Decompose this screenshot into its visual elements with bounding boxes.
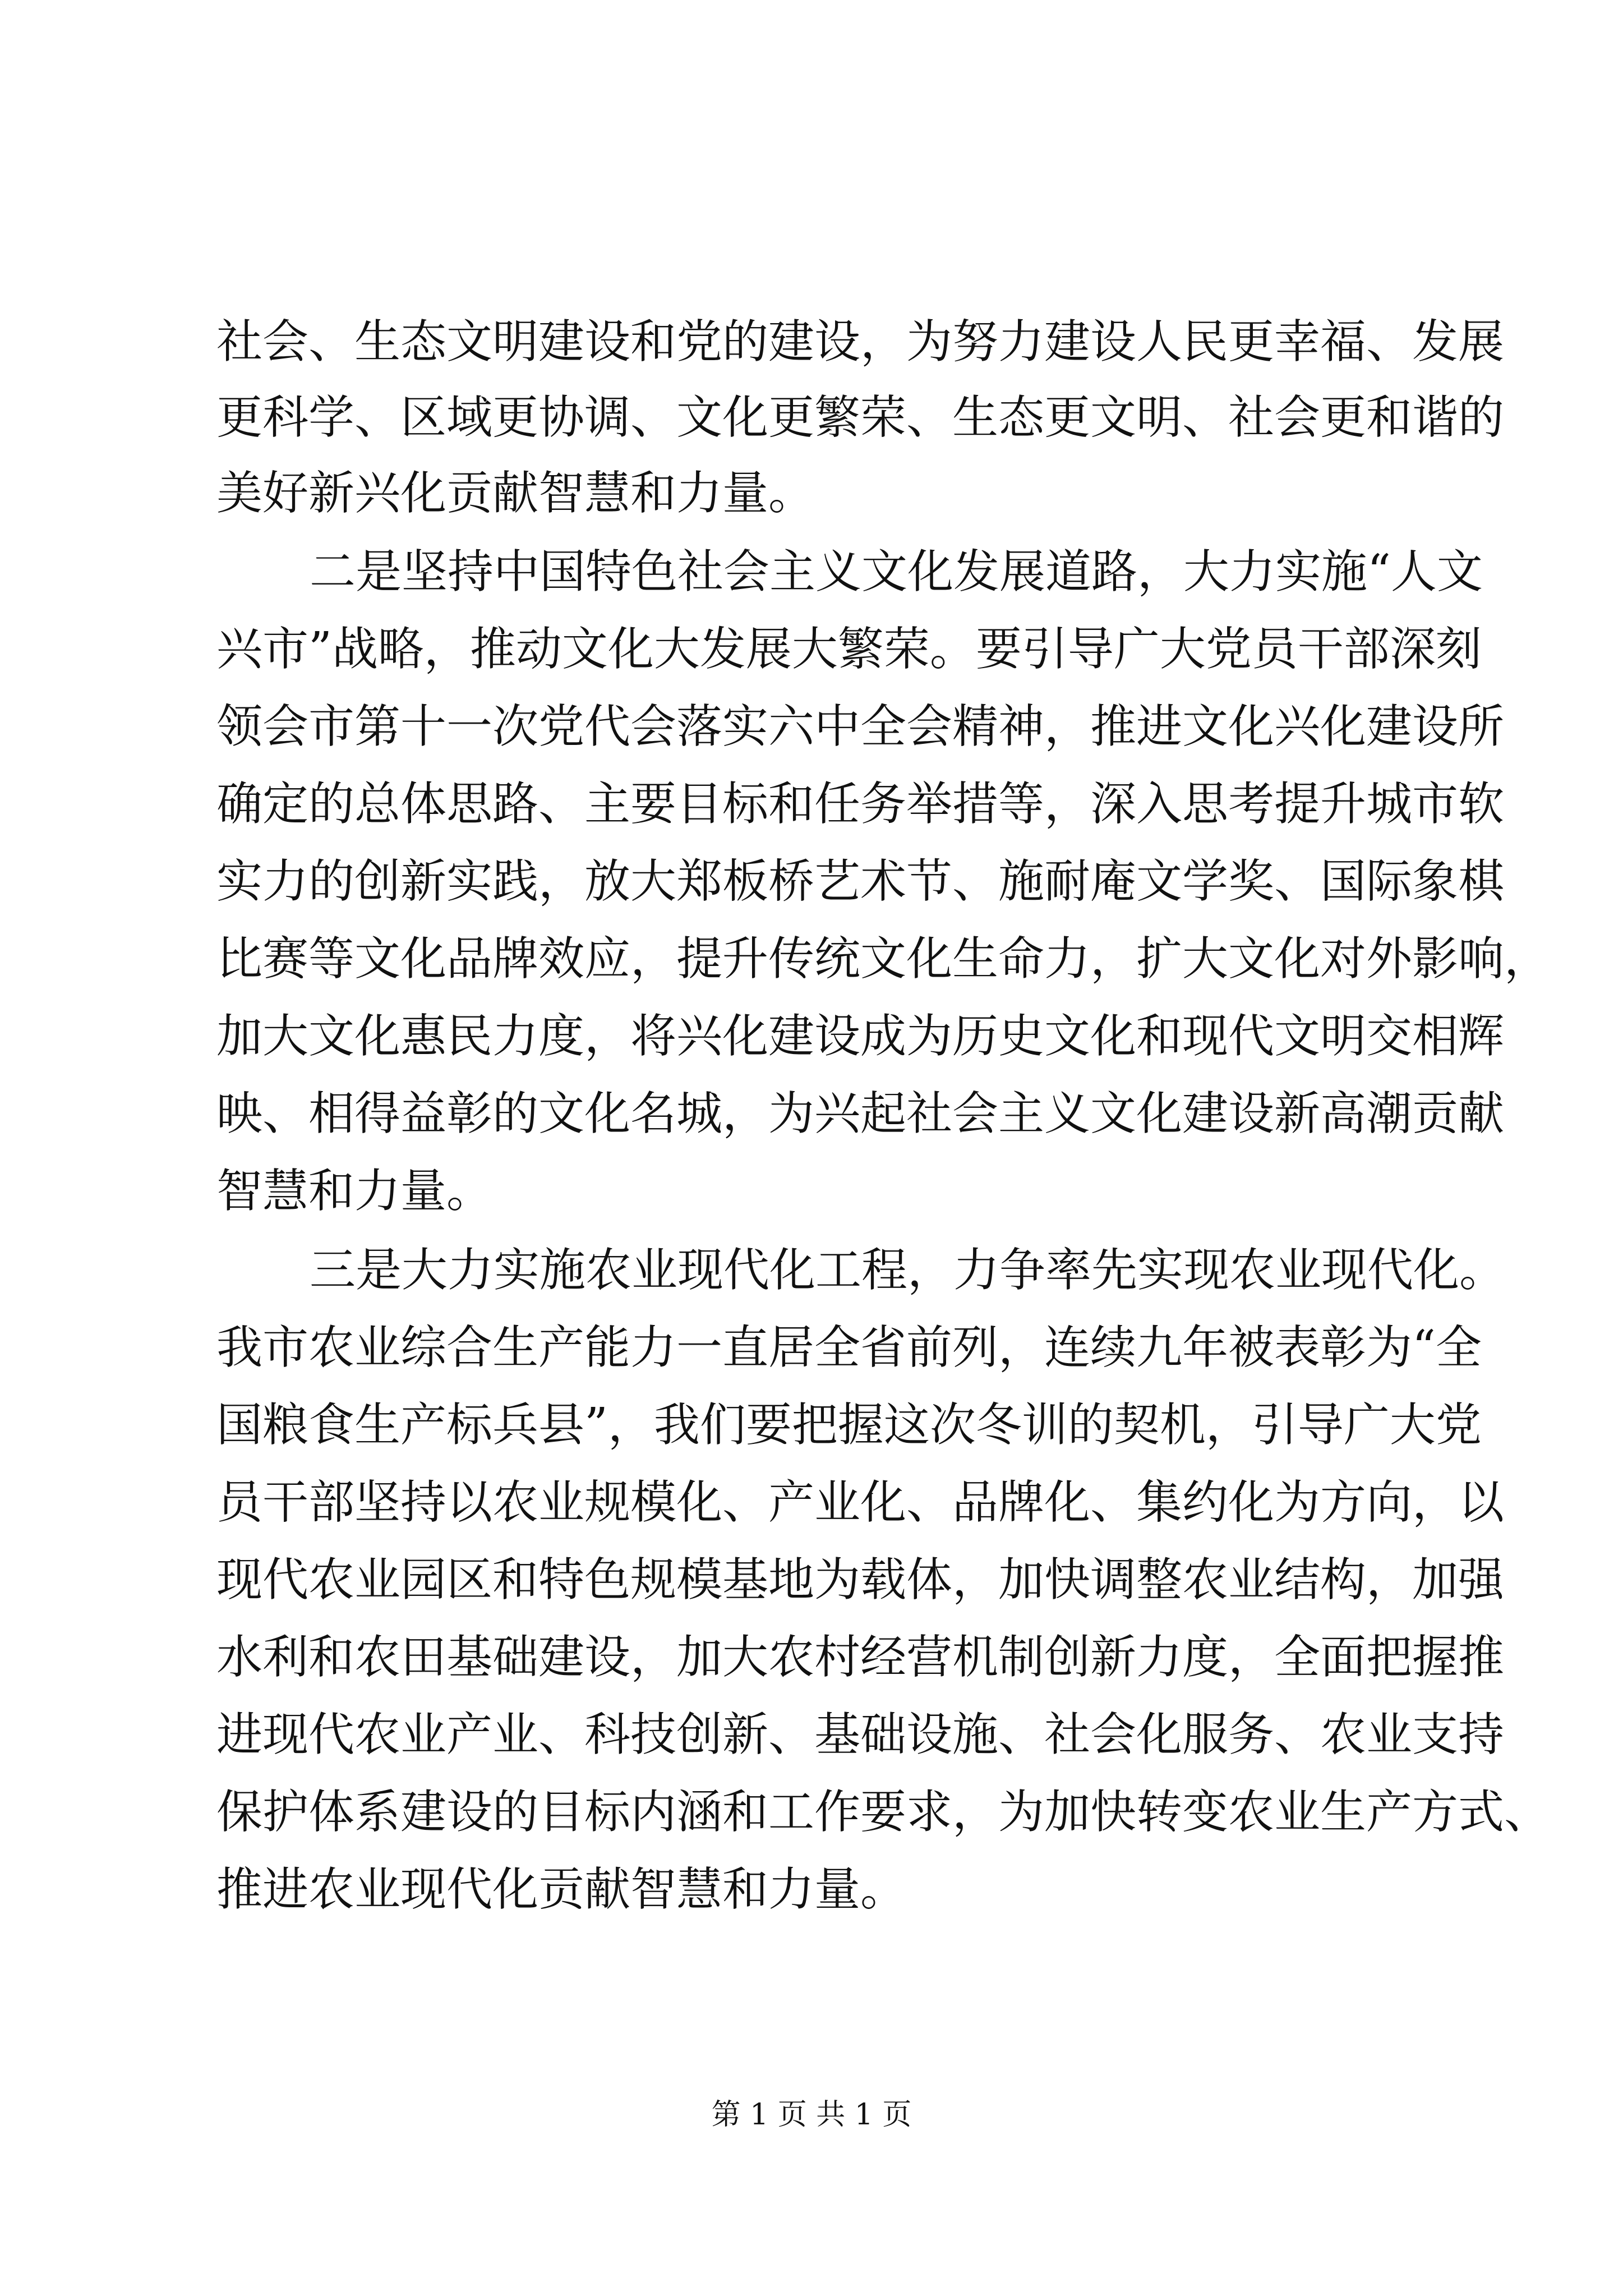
text-line: 比赛等文化品牌效应，提升传统文化生命力，扩大文化对外影响， <box>216 932 1551 986</box>
text-line: 实力的创新实践，放大郑板桥艺术节、施耐庵文学奖、国际象棋 <box>216 855 1505 908</box>
text-line: 社会、生态文明建设和党的建设，为努力建设人民更幸福、发展 <box>216 315 1505 369</box>
text-line: 现代农业园区和特色规模基地为载体，加快调整农业结构，加强 <box>216 1553 1505 1607</box>
text-line: 进现代农业产业、科技创新、基础设施、社会化服务、农业支持 <box>216 1708 1505 1761</box>
text-line: 领会市第十一次党代会落实六中全会精神，推进文化兴化建设所 <box>216 700 1505 753</box>
text-line: 水利和农田基础建设，加大农村经营机制创新力度，全面把握推 <box>216 1631 1505 1684</box>
text-line: 推进农业现代化贡献智慧和力量。 <box>216 1863 907 1916</box>
text-line: 确定的总体思路、主要目标和任务举措等，深入思考提升城市软 <box>216 777 1505 831</box>
text-line: 智慧和力量。 <box>216 1165 493 1218</box>
text-line: 国粮食生产标兵县”，我们要把握这次冬训的契机，引导广大党 <box>216 1398 1482 1452</box>
text-line: 保护体系建设的目标内涵和工作要求，为加快转变农业生产方式、 <box>216 1786 1551 1839</box>
paragraph-first-line: 三是大力实施农业现代化工程，力争率先实现农业现代化。 <box>310 1244 1506 1297</box>
page-number-footer: 第 1 页 共 1 页 <box>711 2098 912 2132</box>
text-line: 员干部坚持以农业规模化、产业化、品牌化、集约化为方向，以 <box>216 1476 1505 1529</box>
text-line: 更科学、区域更协调、文化更繁荣、生态更文明、社会更和谐的 <box>216 391 1505 444</box>
text-line: 我市农业综合生产能力一直居全省前列，连续九年被表彰为“全 <box>216 1321 1482 1374</box>
text-line: 加大文化惠民力度，将兴化建设成为历史文化和现代文明交相辉 <box>216 1010 1505 1063</box>
text-line: 兴市”战略，推动文化大发展大繁荣。要引导广大党员干部深刻 <box>216 623 1482 676</box>
text-line: 美好新兴化贡献智慧和力量。 <box>216 467 815 520</box>
paragraph-first-line: 二是坚持中国特色社会主义文化发展道路，大力实施“人文 <box>310 545 1483 599</box>
text-line: 映、相得益彰的文化名城，为兴起社会主义文化建设新高潮贡献 <box>216 1087 1505 1140</box>
